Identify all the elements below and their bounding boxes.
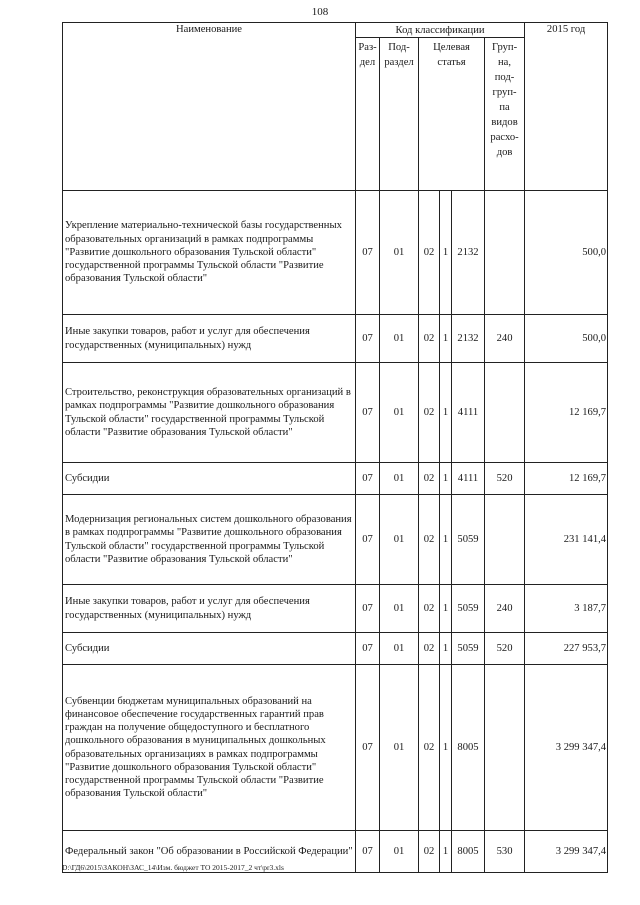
cell-amount: 3 299 347,4: [525, 831, 608, 873]
cell-vr: 240: [485, 315, 525, 363]
cell-razdel: 07: [356, 831, 380, 873]
cell-cs3: 4111: [452, 463, 485, 495]
cell-razdel: 07: [356, 463, 380, 495]
cell-cs2: 1: [440, 315, 452, 363]
table-row: [63, 191, 608, 315]
cell-vr: [485, 363, 525, 463]
cell-cs2: 1: [440, 363, 452, 463]
header-subsection: Под- раздел: [380, 38, 419, 191]
cell-name: Строительство, реконструкция образовательных организаций в рамках подпрограммы "Развитие дошкольного образования Тульской области" государственной программы Тульской области "Развитие образования Тульской области": [63, 363, 356, 463]
cell-podrazdel: 01: [380, 585, 419, 633]
header-name: Наименование: [63, 23, 356, 191]
cell-cs2: 1: [440, 191, 452, 315]
cell-razdel: 07: [356, 495, 380, 585]
cell-cs1: 02: [419, 831, 440, 873]
header-year: 2015 год: [525, 23, 608, 191]
cell-cs2: 1: [440, 463, 452, 495]
cell-cs2: 1: [440, 831, 452, 873]
header-classification: Код классификации: [356, 23, 525, 38]
cell-vr: 530: [485, 831, 525, 873]
cell-amount: 3 299 347,4: [525, 665, 608, 831]
cell-cs3: 5059: [452, 585, 485, 633]
cell-cs2: 1: [440, 665, 452, 831]
cell-vr: [485, 665, 525, 831]
cell-podrazdel: 01: [380, 495, 419, 585]
cell-cs2: 1: [440, 633, 452, 665]
table-row: [63, 463, 608, 495]
cell-cs1: 02: [419, 363, 440, 463]
header-expense-group: Груп- на, под- груп- па видов расхо- дов: [485, 38, 525, 191]
cell-podrazdel: 01: [380, 633, 419, 665]
cell-podrazdel: 01: [380, 363, 419, 463]
cell-podrazdel: 01: [380, 831, 419, 873]
cell-amount: 12 169,7: [525, 463, 608, 495]
cell-cs3: 2132: [452, 191, 485, 315]
header-section: Раз- дел: [356, 38, 380, 191]
cell-name: Федеральный закон "Об образовании в Российской Федерации": [63, 831, 356, 873]
table-row: [63, 585, 608, 633]
table-row: [63, 363, 608, 463]
cell-cs3: 5059: [452, 495, 485, 585]
cell-razdel: 07: [356, 191, 380, 315]
cell-amount: 500,0: [525, 315, 608, 363]
cell-razdel: 07: [356, 315, 380, 363]
cell-razdel: 07: [356, 665, 380, 831]
table-row: [63, 315, 608, 363]
cell-name: Субсидии: [63, 633, 356, 665]
cell-razdel: 07: [356, 363, 380, 463]
cell-vr: [485, 495, 525, 585]
cell-cs1: 02: [419, 585, 440, 633]
cell-podrazdel: 01: [380, 315, 419, 363]
cell-name: Иные закупки товаров, работ и услуг для обеспечения государственных (муниципальных) нужд: [63, 315, 356, 363]
cell-vr: [485, 191, 525, 315]
table-row: [63, 495, 608, 585]
page-number: 108: [311, 6, 329, 18]
cell-cs1: 02: [419, 665, 440, 831]
header-target-article: Целевая статья: [419, 38, 485, 191]
cell-amount: 12 169,7: [525, 363, 608, 463]
cell-name: Модернизация региональных систем дошкольного образования в рамках подпрограммы "Развитие дошкольного образования Тульской области" государственной программы Тульской области "Развитие образования Тульской области": [63, 495, 356, 585]
cell-name: Иные закупки товаров, работ и услуг для обеспечения государственных (муниципальных) нужд: [63, 585, 356, 633]
cell-podrazdel: 01: [380, 463, 419, 495]
cell-cs3: 8005: [452, 831, 485, 873]
cell-cs3: 8005: [452, 665, 485, 831]
cell-cs3: 4111: [452, 363, 485, 463]
cell-amount: 3 187,7: [525, 585, 608, 633]
budget-table: [62, 22, 608, 873]
cell-cs1: 02: [419, 495, 440, 585]
cell-cs1: 02: [419, 463, 440, 495]
cell-name: Субсидии: [63, 463, 356, 495]
file-path-footer: D:\ГД6\2015\ЗАКОН\ЗАС_14\Изм. бюджет ТО 2015-2017_2 чт\pr3.xls: [62, 863, 284, 872]
cell-cs1: 02: [419, 315, 440, 363]
cell-cs3: 5059: [452, 633, 485, 665]
table-row: [63, 633, 608, 665]
cell-podrazdel: 01: [380, 665, 419, 831]
cell-cs2: 1: [440, 495, 452, 585]
cell-vr: 240: [485, 585, 525, 633]
cell-cs3: 2132: [452, 315, 485, 363]
table-row: [63, 665, 608, 831]
cell-podrazdel: 01: [380, 191, 419, 315]
cell-cs2: 1: [440, 585, 452, 633]
cell-razdel: 07: [356, 585, 380, 633]
cell-name: Укрепление материально-технической базы государственных образовательных организаций в рамках подпрограммы "Развитие дошкольного образования Тульской области" государственной программы Тульской области "Развитие образования Тульской области": [63, 191, 356, 315]
cell-razdel: 07: [356, 633, 380, 665]
cell-amount: 231 141,4: [525, 495, 608, 585]
cell-name: Субвенции бюджетам муниципальных образований на финансовое обеспечение государственных гарантий прав граждан на получение общедоступного и бесплатного дошкольного образования в муниципальных дошкольных образовательных организациях в рамках подпрограммы "Развитие дошкольного образования Тульской области" государственной программы Тульской области "Развитие образования Тульской области": [63, 665, 356, 831]
cell-vr: 520: [485, 633, 525, 665]
cell-cs1: 02: [419, 191, 440, 315]
cell-cs1: 02: [419, 633, 440, 665]
cell-amount: 500,0: [525, 191, 608, 315]
cell-vr: 520: [485, 463, 525, 495]
cell-amount: 227 953,7: [525, 633, 608, 665]
